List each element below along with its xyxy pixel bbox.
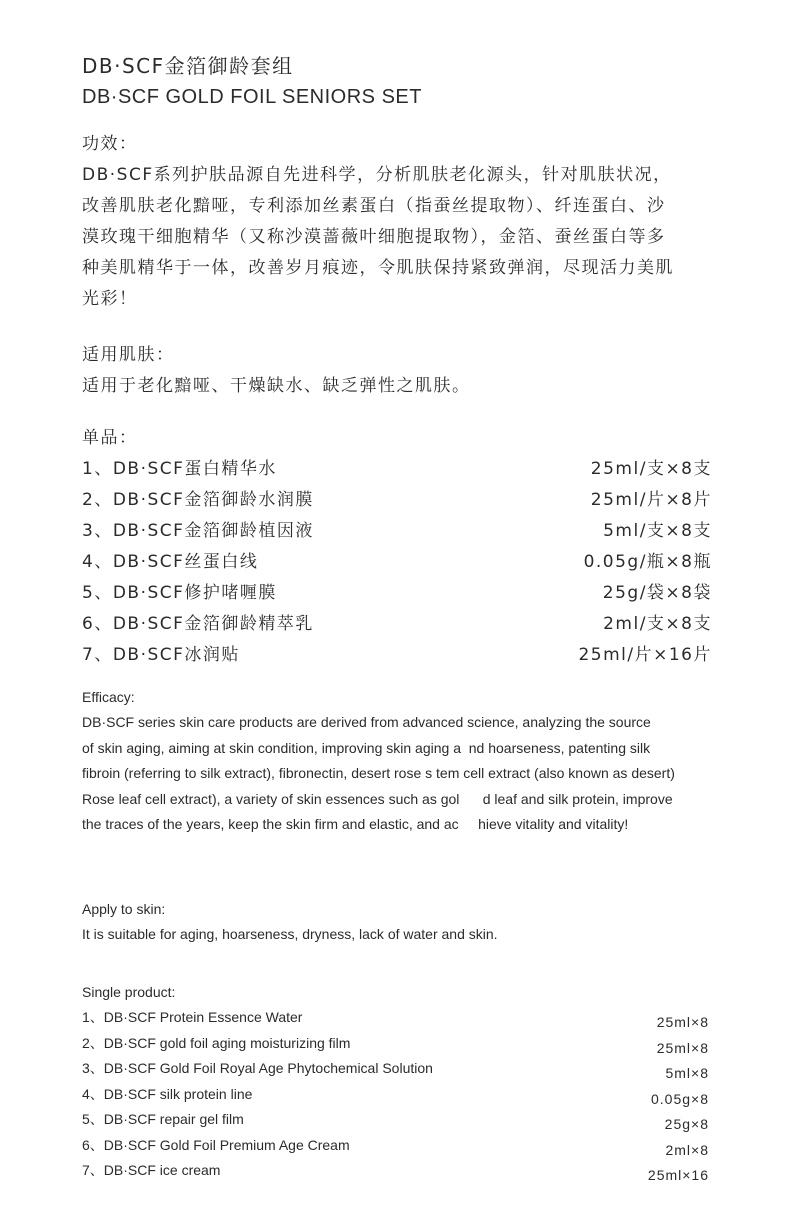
cn-efficacy-line: 种美肌精华于一体，改善岁月痕迹，令肌肤保持紧致弹润，尽现活力美肌: [82, 258, 674, 278]
en-efficacy-line: the traces of the years, keep the skin firm and elastic, and ac hieve vitality and vitality!: [82, 816, 629, 832]
cn-efficacy-line: 改善肌肤老化黯哑，专利添加丝素蛋白（指蚕丝提取物）、纤连蛋白、沙: [82, 196, 666, 216]
cn-product-name: 7、DB·SCF冰润贴: [82, 645, 240, 665]
en-product-qty: 25ml×8: [656, 1039, 709, 1056]
cn-product-row: [82, 547, 712, 578]
cn-product-name: 6、DB·SCF金箔御龄精萃乳: [82, 614, 314, 634]
en-efficacy-heading: Efficacy:: [82, 689, 135, 705]
en-product-name: 6、DB·SCF Gold Foil Premium Age Cream: [82, 1136, 350, 1153]
cn-products-heading: 单品：: [82, 428, 138, 448]
cn-product-qty: 2ml/支×8支: [603, 614, 712, 634]
en-product-name: 7、DB·SCF ice cream: [82, 1162, 221, 1178]
en-product-qty: 25ml×8: [656, 1014, 709, 1030]
cn-product-name: 1、DB·SCF蛋白精华水: [82, 459, 277, 479]
cn-efficacy-line: 光彩！: [82, 289, 138, 309]
title-chinese: DB·SCF金箔御龄套组: [82, 54, 294, 78]
cn-efficacy-line: DB·SCF系列护肤品源自先进科学，分析肌肤老化源头，针对肌肤状况，: [82, 165, 672, 185]
en-product-qty: 25ml×16: [647, 1167, 709, 1183]
en-product-row: [82, 1031, 712, 1057]
cn-product-qty: 25g/袋×8袋: [602, 583, 712, 603]
en-skin-heading: Apply to skin:: [82, 901, 166, 917]
en-product-name: 3、DB·SCF Gold Foil Royal Age Phytochemical Solution: [82, 1060, 433, 1076]
cn-product-row: [82, 578, 712, 609]
en-product-row: [82, 1158, 712, 1184]
en-product-row: [82, 1005, 712, 1031]
en-product-row: [82, 1133, 712, 1159]
cn-product-row: [82, 516, 712, 547]
cn-product-name: 3、DB·SCF金箔御龄植因液: [82, 521, 314, 541]
cn-product-qty: 25ml/支×8支: [590, 459, 712, 479]
en-product-name: 2、DB·SCF gold foil aging moisturizing film: [82, 1034, 351, 1051]
en-product-name: 4、DB·SCF silk protein line: [82, 1085, 253, 1102]
cn-product-row: [82, 454, 712, 485]
cn-product-qty: 0.05g/瓶×8瓶: [583, 552, 712, 572]
en-products-section: [82, 980, 722, 1184]
cn-efficacy-line: 漠玫瑰干细胞精华（又称沙漠蔷薇叶细胞提取物），金箔、蚕丝蛋白等多: [82, 227, 666, 247]
en-efficacy-line: DB·SCF series skin care products are derived from advanced science, analyzing the source: [82, 714, 651, 730]
en-product-name: 5、DB·SCF repair gel film: [82, 1111, 244, 1127]
en-efficacy-text: [82, 710, 722, 838]
cn-skin-heading: 适用肌肤：: [82, 345, 175, 365]
cn-product-name: 5、DB·SCF修护啫喱膜: [82, 583, 277, 603]
cn-product-row: [82, 609, 712, 640]
en-products-heading: Single product:: [82, 984, 176, 1000]
en-skin-section: [82, 897, 722, 948]
cn-efficacy-text: [82, 160, 712, 315]
en-efficacy-line: of skin aging, aiming at skin condition, improving skin aging a nd hoarseness, patenting silk: [82, 739, 651, 756]
cn-product-qty: 25ml/片×8片: [590, 490, 712, 510]
cn-efficacy-section: [82, 130, 722, 315]
en-product-row: [82, 1056, 712, 1082]
cn-product-qty: 25ml/片×16片: [578, 645, 712, 665]
en-efficacy-line: Rose leaf cell extract), a variety of skin essences such as gol d leaf and silk protein, improve: [82, 790, 673, 807]
cn-product-name: 2、DB·SCF金箔御龄水润膜: [82, 490, 314, 510]
en-product-qty: 25g×8: [664, 1116, 709, 1132]
en-efficacy-line: fibroin (referring to silk extract), fibronectin, desert rose s tem cell extract (also known as desert): [82, 765, 675, 781]
cn-product-qty: 5ml/支×8支: [603, 521, 712, 541]
cn-skin-text: 适用于老化黯哑、干燥缺水、缺乏弹性之肌肤。: [82, 376, 471, 396]
en-product-row: [82, 1082, 712, 1108]
title-english: DB·SCF GOLD FOIL SENIORS SET: [82, 86, 422, 108]
en-product-qty: 5ml×8: [665, 1065, 709, 1081]
cn-product-row: [82, 640, 712, 671]
en-efficacy-section: [82, 685, 722, 838]
cn-products-section: [82, 424, 722, 671]
en-product-qty: 2ml×8: [665, 1141, 709, 1158]
en-product-qty: 0.05g×8: [651, 1090, 709, 1107]
cn-skin-section: [82, 341, 722, 402]
cn-product-name: 4、DB·SCF丝蛋白线: [82, 552, 259, 572]
cn-product-list: [82, 454, 722, 671]
en-skin-text: It is suitable for aging, hoarseness, dryness, lack of water and skin.: [82, 926, 498, 942]
en-product-name: 1、DB·SCF Protein Essence Water: [82, 1009, 303, 1025]
cn-product-row: [82, 485, 712, 516]
cn-efficacy-heading: 功效：: [82, 134, 138, 154]
en-product-list: [82, 1005, 722, 1184]
en-product-row: [82, 1107, 712, 1133]
